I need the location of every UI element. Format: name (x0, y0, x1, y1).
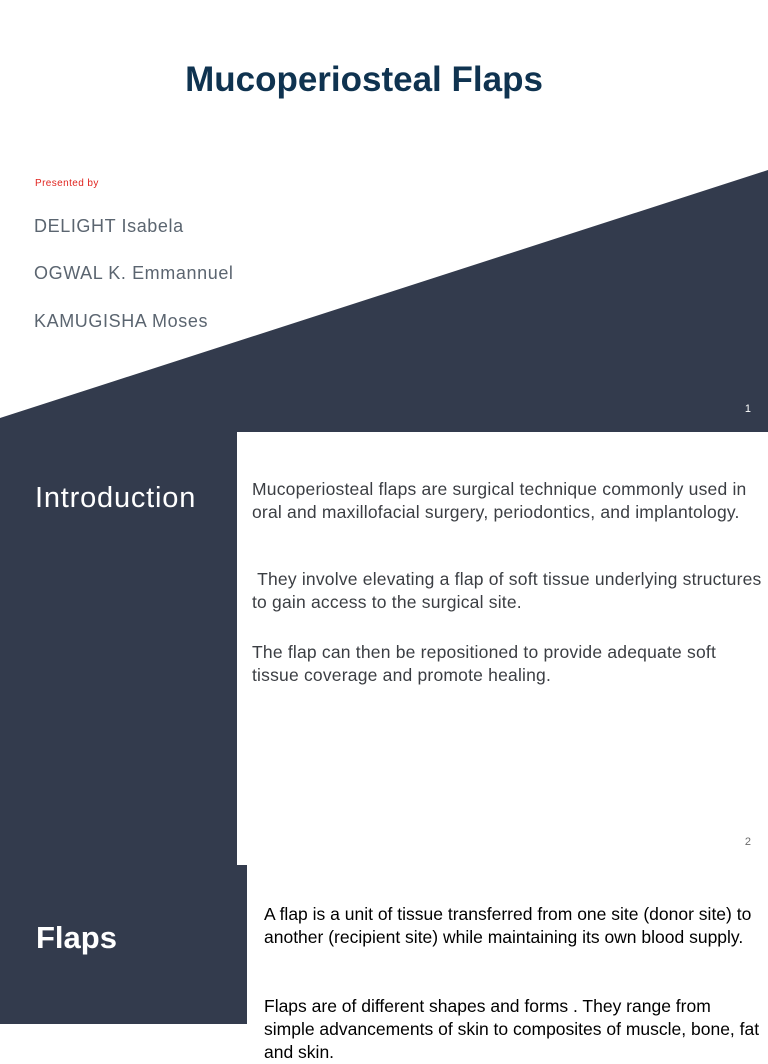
slide-page-number: 2 (744, 836, 751, 848)
slide-page-number: 1 (744, 403, 751, 415)
body-paragraph: Mucoperiosteal flaps are surgical technique commonly used in oral and maxillofacial surgery, periodontics, and implantology. (252, 479, 747, 522)
presentation-title: Mucoperiosteal Flaps (185, 60, 543, 99)
body-paragraph: A flap is a unit of tissue transferred from one site (donor site) to another (recipient site) while maintaining its own blood supply. (264, 904, 752, 947)
flaps-slide (0, 865, 768, 1062)
heading-panel (0, 432, 237, 865)
presented-by-label: Presented by (35, 178, 99, 189)
presenter-name: OGWAL K. Emmannuel (34, 263, 234, 283)
introduction-slide (0, 432, 768, 865)
body-paragraph: Flaps are of different shapes and forms . They range from simple advancements of skin to composites of muscle, bone, fat and skin. (264, 996, 760, 1062)
body-paragraph: The flap can then be repositioned to provide adequate soft tissue coverage and promote healing. (252, 642, 717, 685)
heading-panel (0, 865, 247, 1024)
presenter-name: DELIGHT Isabela (34, 216, 184, 236)
slide-heading: Introduction (35, 482, 197, 514)
slide-heading: Flaps (36, 920, 117, 955)
title-slide (0, 0, 768, 432)
body-paragraph: They involve elevating a flap of soft tissue underlying structures to gain access to the surgical site. (252, 569, 767, 612)
presenter-name: KAMUGISHA Moses (34, 311, 209, 331)
